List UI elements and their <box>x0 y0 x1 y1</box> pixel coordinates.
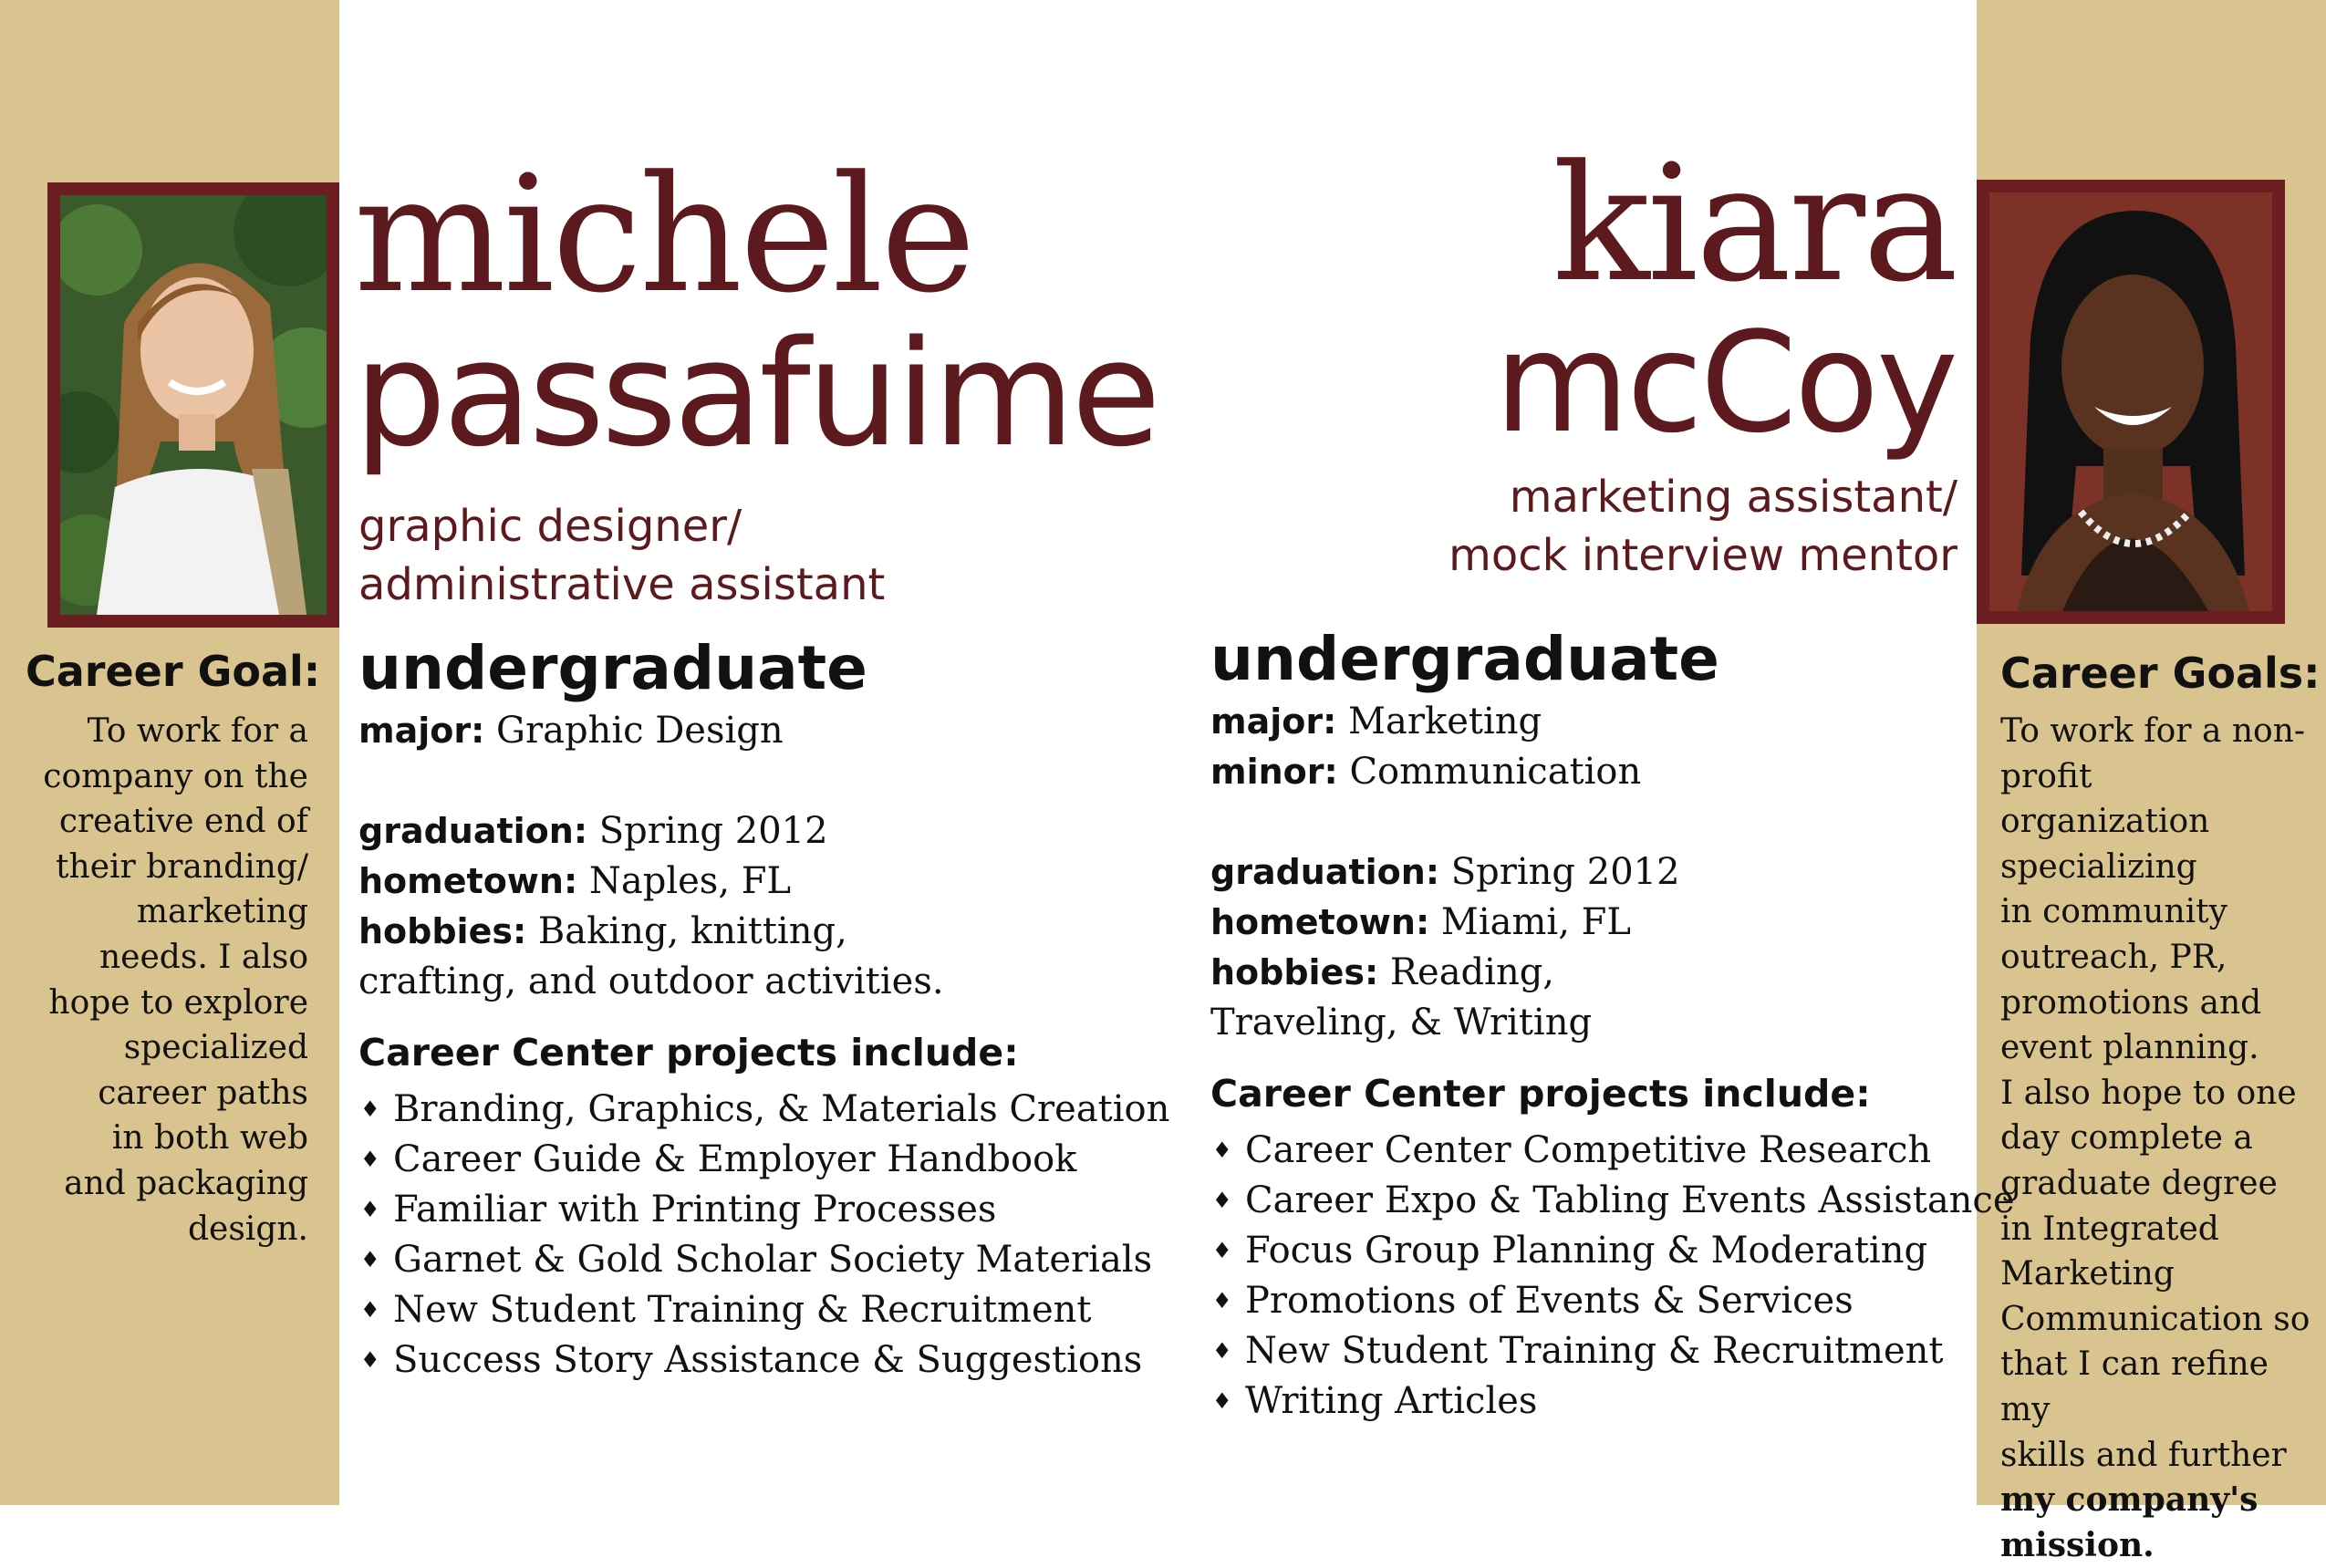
projects-list <box>358 1085 1169 1386</box>
list-item: ♦ Promotions of Events & Services <box>1210 1276 2015 1326</box>
portrait-woman-brown-hair <box>60 195 327 615</box>
kiara-photo <box>1977 180 2285 624</box>
career-goals-heading: Career Goals: <box>2000 649 2321 698</box>
career-goals-text: To work for a non- profit organization specializing in community outreach, PR, promotions and event planning. I also hope to one day complete a graduate degree in Integrated Marketing Communication so that I can refine my skills and further my company's mission. <box>2000 712 2310 1564</box>
michele-details <box>358 633 1170 1386</box>
list-item: ♦ Branding, Graphics, & Materials Creation <box>358 1085 1169 1135</box>
list-item: ♦ New Student Training & Recruitment <box>1210 1326 2015 1376</box>
graduation-line: graduation: Spring 2012 <box>1210 851 1680 893</box>
hometown-line: hometown: Naples, FL <box>358 860 792 902</box>
kiara-details <box>1210 624 2015 1427</box>
michele-career-goal <box>26 647 321 1251</box>
list-item: ♦ Garnet & Gold Scholar Society Materials <box>358 1235 1169 1285</box>
major-line: major: Marketing <box>1210 701 1542 742</box>
michele-photo <box>47 182 339 628</box>
kiara-career-goals <box>2000 649 2321 1568</box>
projects-heading: Career Center projects include: <box>358 1031 1019 1075</box>
graduation-line: graduation: Spring 2012 <box>358 810 828 852</box>
hobbies-line-continued: crafting, and outdoor activities. <box>358 961 944 1002</box>
minor-line: minor: Communication <box>1210 751 1642 793</box>
career-goal-text: To work for a company on the creative end of their branding/ marketing needs. I also hope to explore specialized career paths in both web and packaging design. <box>43 712 308 1248</box>
michele-first-name: michele <box>354 141 973 328</box>
projects-list <box>1210 1126 2015 1427</box>
kiara-last-name: mcCoy <box>1494 302 1956 463</box>
major-line: major: Graphic Design <box>358 710 784 752</box>
list-item: ♦ Success Story Assistance & Suggestions <box>358 1335 1169 1386</box>
hobbies-line: hobbies: Baking, knitting, <box>358 910 847 952</box>
michele-last-name: passafuime <box>354 308 1158 479</box>
list-item: ♦ Career Guide & Employer Handbook <box>358 1135 1169 1185</box>
michele-job-title: graphic designer/ administrative assistant <box>358 501 886 610</box>
list-item: ♦ Focus Group Planning & Moderating <box>1210 1226 2015 1276</box>
hometown-line: hometown: Miami, FL <box>1210 901 1631 943</box>
list-item: ♦ Career Center Competitive Research <box>1210 1126 2015 1176</box>
kiara-job-title: marketing assistant/ mock interview mentor <box>1449 472 1957 581</box>
list-item: ♦ Career Expo & Tabling Events Assistance <box>1210 1176 2015 1226</box>
projects-heading: Career Center projects include: <box>1210 1072 1871 1116</box>
hobbies-line: hobbies: Reading, <box>1210 951 1555 993</box>
list-item: ♦ Writing Articles <box>1210 1376 2015 1427</box>
career-goal-heading: Career Goal: <box>26 647 321 696</box>
education-heading: undergraduate <box>358 633 867 703</box>
kiara-first-name: kiara <box>1552 130 1956 317</box>
hobbies-line-continued: Traveling, & Writing <box>1210 1002 1593 1044</box>
list-item: ♦ Familiar with Printing Processes <box>358 1185 1169 1235</box>
list-item: ♦ New Student Training & Recruitment <box>358 1285 1169 1335</box>
portrait-woman-black-hair <box>1989 192 2272 611</box>
education-heading: undergraduate <box>1210 624 1719 694</box>
